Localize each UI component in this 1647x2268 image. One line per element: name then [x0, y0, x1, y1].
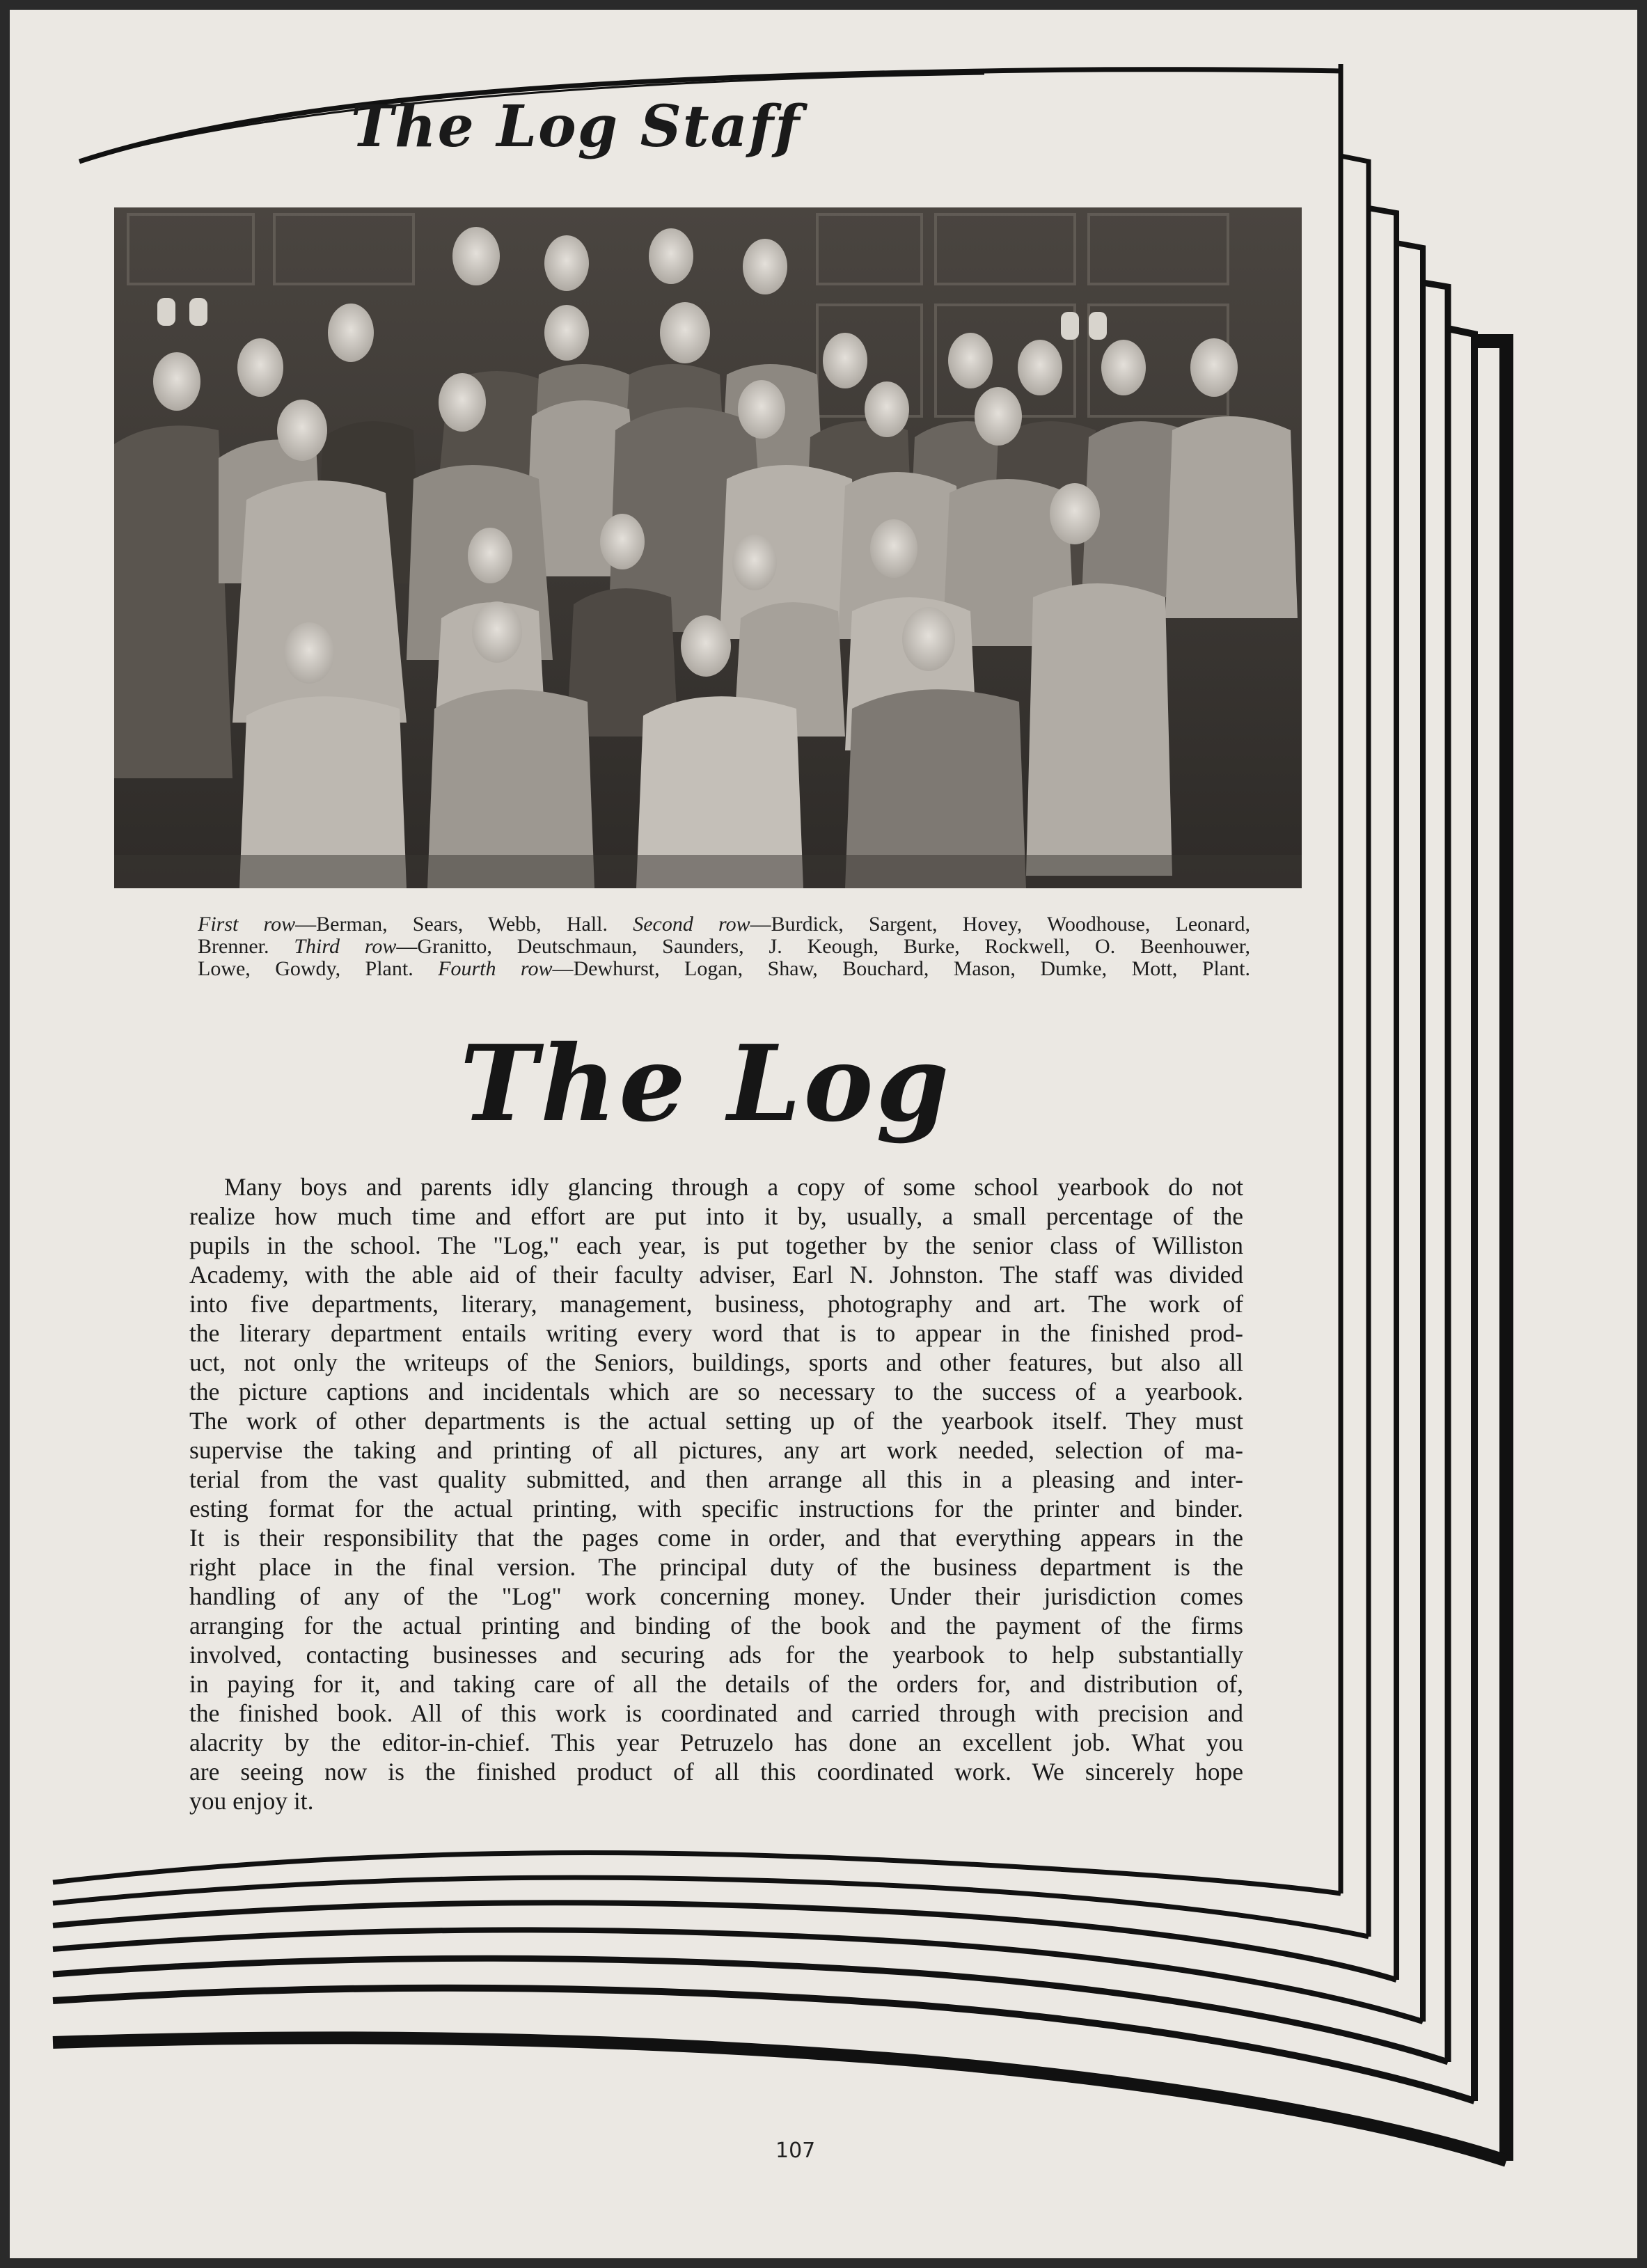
- body-line: the finished book. All of this work is coordinated and carried through with precision and: [189, 1699, 1243, 1727]
- body-line: the picture captions and incidentals which are so necessary to the success of a yearbook.: [189, 1378, 1243, 1405]
- body-line: Academy, with the able aid of their faculty adviser, Earl N. Johnston. The staff was divided: [189, 1261, 1243, 1289]
- body-line: esting format for the actual printing, with specific instructions for the printer and binder.: [189, 1495, 1243, 1522]
- article-body: [189, 1172, 1243, 1816]
- body-line: supervise the taking and printing of all pictures, any art work needed, selection of ma-: [189, 1436, 1243, 1464]
- caption-line-1: First row—Berman, Sears, Webb, Hall. Second row—Burdick, Sargent, Hovey, Woodhouse, Leonard,: [198, 913, 1250, 936]
- body-line: are seeing now is the finished product of all this coordinated work. We sincerely hope: [189, 1758, 1243, 1786]
- body-line: in paying for it, and taking care of all the details of the orders for, and distribution of,: [189, 1670, 1243, 1698]
- caption-line-2: Brenner. Third row—Granitto, Deutschmaun, Saunders, J. Keough, Burke, Rockwell, O. Beenhouwer,: [198, 935, 1251, 958]
- body-line: arranging for the actual printing and binding of the book and the payment of the firms: [189, 1612, 1243, 1639]
- body-line: uct, not only the writeups of the Seniors, buildings, sports and other features, but also all: [189, 1348, 1243, 1376]
- section-title: The Log: [459, 1023, 952, 1145]
- caption-row-label: First row: [198, 913, 296, 936]
- caption-row-label: Third row: [294, 935, 397, 958]
- body-line: Many boys and parents idly glancing through a copy of some school yearbook do not: [224, 1173, 1243, 1201]
- photo-caption: [198, 913, 1250, 980]
- body-line: realize how much time and effort are put into it by, usually, a small percentage of the: [189, 1202, 1243, 1230]
- body-line: The work of other departments is the actual setting up of the yearbook itself. They must: [189, 1407, 1243, 1435]
- caption-row-label: Second row: [633, 913, 750, 936]
- staff-group-photo: [114, 207, 1302, 888]
- body-line: It is their responsibility that the pages come in order, and that everything appears in the: [189, 1524, 1243, 1552]
- yearbook-page: [10, 10, 1637, 2258]
- page-number: 107: [775, 2139, 816, 2163]
- staff-heading: The Log Staff: [351, 93, 801, 160]
- body-line: into five departments, literary, management, business, photography and art. The work of: [189, 1290, 1243, 1318]
- body-line: right place in the final version. The principal duty of the business department is the: [189, 1553, 1243, 1581]
- body-line: terial from the vast quality submitted, and then arrange all this in a pleasing and inter-: [189, 1465, 1243, 1493]
- body-line: pupils in the school. The "Log," each year, is put together by the senior class of Williston: [189, 1231, 1243, 1259]
- body-line: alacrity by the editor-in-chief. This year Petruzelo has done an excellent job. What you: [189, 1728, 1243, 1756]
- caption-row-label: Fourth row: [438, 957, 553, 980]
- body-line: involved, contacting businesses and securing ads for the yearbook to help substantially: [189, 1641, 1243, 1669]
- body-line: handling of any of the "Log" work concerning money. Under their jurisdiction comes: [189, 1582, 1243, 1610]
- body-line: you enjoy it.: [189, 1787, 314, 1815]
- caption-line-3: Lowe, Gowdy, Plant. Fourth row—Dewhurst, Logan, Shaw, Bouchard, Mason, Dumke, Mott, Plant.: [198, 957, 1251, 980]
- body-line: the literary department entails writing every word that is to appear in the finished prod-: [189, 1319, 1243, 1347]
